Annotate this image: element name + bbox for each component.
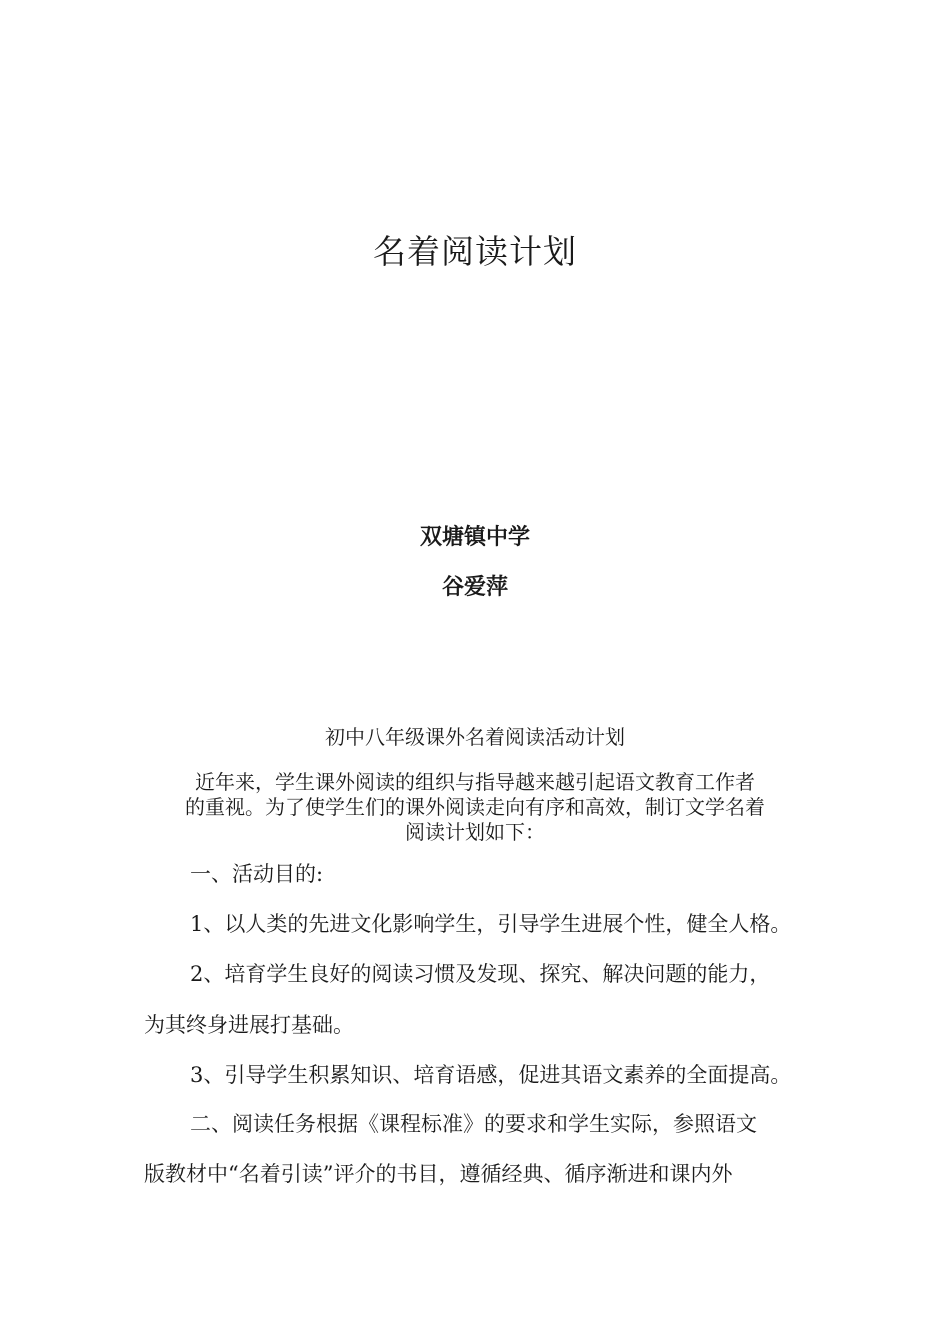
- intro-line: 阅读计划如下：: [405, 820, 545, 844]
- goal-item-3: 3、引导学生积累知识、培育语感，促进其语文素养的全面提高。: [190, 1063, 792, 1087]
- goal-item-2-continued: 为其终身进展打基础。: [144, 1013, 354, 1037]
- document-title: 名着阅读计划: [373, 232, 577, 271]
- tasks-paragraph-line: 版教材中“名着引读”评介的书目，遵循经典、循序渐进和课内外: [144, 1162, 733, 1186]
- intro-paragraph: [0, 770, 950, 845]
- plan-title: 初中八年级课外名着阅读活动计划: [325, 725, 625, 749]
- goal-item-2: 2、培育学生良好的阅读习惯及发现、探究、解决问题的能力，: [190, 962, 771, 986]
- section-heading-goals: 一、活动目的:: [190, 862, 324, 886]
- intro-line: 近年来，学生课外阅读的组织与指导越来越引起语文教育工作者: [195, 770, 755, 794]
- intro-line: 的重视。为了使学生们的课外阅读走向有序和高效，制订文学名着: [185, 795, 765, 819]
- goal-item-1: 1、以人类的先进文化影响学生，引导学生进展个性，健全人格。: [190, 912, 792, 936]
- school-name: 双塘镇中学: [419, 525, 530, 550]
- section-heading-tasks: 二、阅读任务根据《课程标准》的要求和学生实际，参照语文: [190, 1112, 757, 1136]
- author-name: 谷爱萍: [441, 575, 508, 600]
